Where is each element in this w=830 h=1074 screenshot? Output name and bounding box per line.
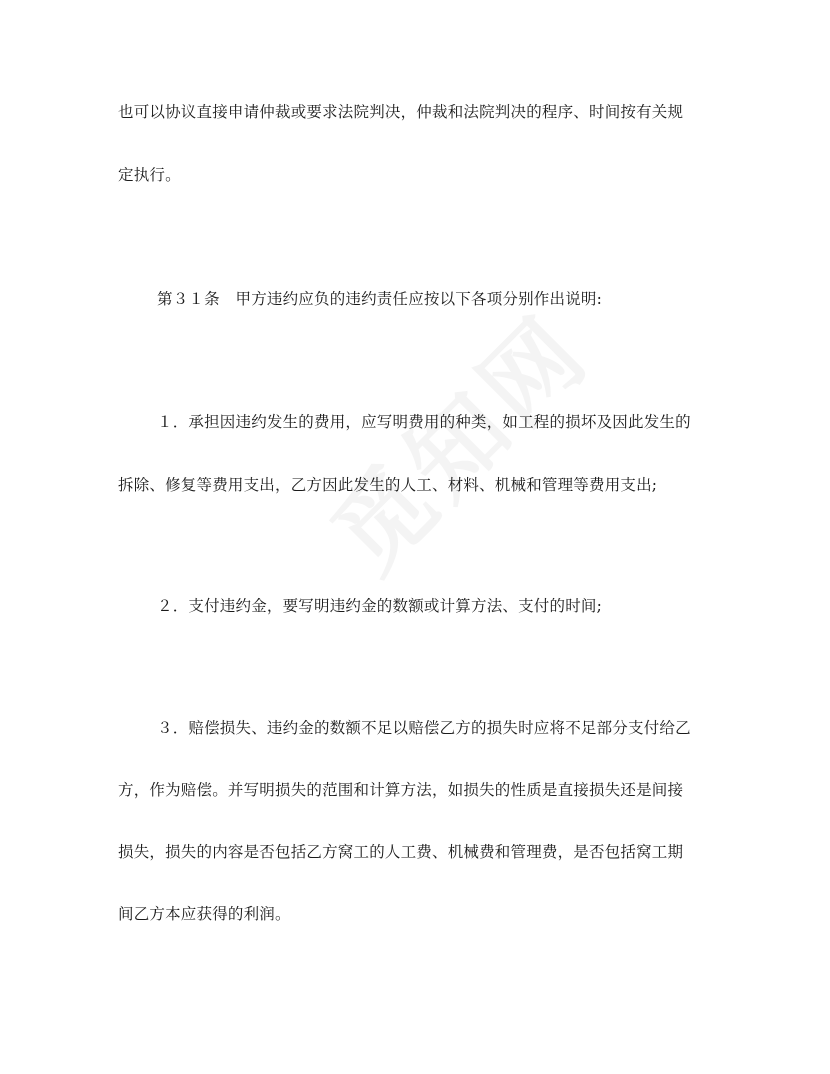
item-3-line-1: ３．赔偿损失、违约金的数额不足以赔偿乙方的损失时应将不足部分支付给乙 (157, 719, 691, 737)
item-1-line-1: １．承担因违约发生的费用，应写明费用的种类，如工程的损坏及因此发生的 (157, 413, 691, 431)
watermark-logo (297, 280, 614, 597)
item-3-line-3: 损失，损失的内容是否包括乙方窝工的人工费、机械费和管理费，是否包括窝工期 (118, 843, 684, 861)
item-1-line-2: 拆除、修复等费用支出，乙方因此发生的人工、材料、机械和管理等费用支出; (118, 476, 658, 494)
item-3-line-4: 间乙方本应获得的利润。 (118, 905, 291, 923)
paragraph-line-1: 也可以协议直接申请仲裁或要求法院判决，仲裁和法院判决的程序、时间按有关规 (118, 103, 684, 121)
paragraph-line-2: 定执行。 (118, 166, 181, 184)
item-3-line-2: 方，作为赔偿。并写明损失的范围和计算方法，如损失的性质是直接损失还是间接 (118, 781, 684, 799)
article-31-heading: 第３１条 甲方违约应负的违约责任应按以下各项分别作出说明: (157, 290, 603, 308)
item-2-line: ２．支付违约金，要写明违约金的数额或计算方法、支付的时间; (157, 597, 603, 615)
